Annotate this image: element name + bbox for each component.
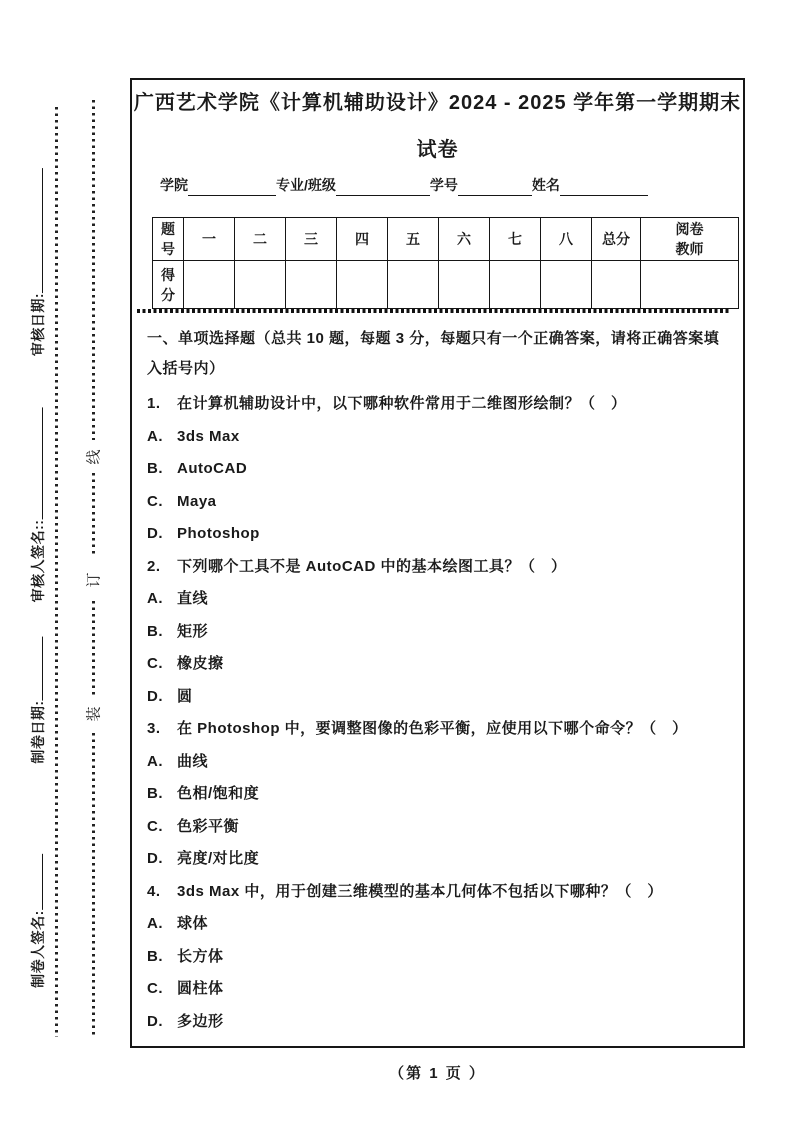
option-label: A. (147, 427, 163, 445)
exam-content-box (130, 78, 745, 1048)
option-label: D. (147, 1012, 163, 1030)
question-3-number: 3. (147, 720, 161, 737)
score-cell-total (592, 261, 641, 309)
score-cell-grader (641, 261, 739, 309)
col-header-5: 五 (388, 218, 439, 261)
option-label: A. (147, 915, 163, 932)
grader-header: 阅卷教师 (641, 218, 739, 261)
option-label: C. (147, 655, 163, 672)
question-4-option-c (147, 973, 739, 1006)
review-date-label: 审核日期: (30, 292, 46, 357)
option-text: 圆 (177, 687, 193, 705)
question-4-number: 4. (147, 882, 161, 900)
question-1-option-c (147, 486, 739, 519)
question-2-option-d (147, 681, 739, 714)
option-label: B. (147, 947, 163, 965)
option-text: 色彩平衡 (177, 817, 240, 835)
option-text: 3ds Max (177, 427, 240, 445)
option-text: Maya (177, 492, 217, 510)
option-label: C. (147, 817, 163, 835)
question-2-number: 2. (147, 557, 161, 575)
question-2-option-b (147, 616, 739, 649)
score-cell-3 (286, 261, 337, 309)
option-label: B. (147, 460, 163, 477)
maker-signature-blank (29, 854, 43, 910)
col-header-1: 一 (184, 218, 235, 261)
question-3-text: 在 Photoshop 中，要调整图像的色彩平衡，应使用以下哪个命令？（ ） (177, 720, 688, 737)
question-4 (147, 876, 739, 909)
question-1-option-a (147, 421, 739, 454)
question-2-option-c (147, 648, 739, 681)
col-header-3: 三 (286, 218, 337, 261)
option-text: 球体 (177, 915, 209, 932)
binding-dotted-line-inner-seg1 (92, 100, 95, 440)
binding-dotted-line-inner-seg4 (92, 733, 95, 1037)
binding-line-char-zhuang: 装 (85, 706, 103, 722)
question-1-option-b (147, 453, 739, 486)
binding-dotted-line-inner-seg3 (92, 601, 95, 696)
student-id-label: 学号 (429, 177, 458, 193)
college-blank (188, 178, 276, 196)
page-number: （第 1 页 ） (389, 1065, 486, 1082)
option-label: A. (147, 590, 163, 607)
col-header-4: 四 (337, 218, 388, 261)
student-info-row (160, 174, 648, 196)
option-label: D. (147, 850, 163, 867)
question-3-option-c (147, 811, 739, 844)
question-3 (147, 713, 739, 746)
reviewer-signature-blank (29, 408, 43, 520)
option-text: 亮度/对比度 (177, 850, 260, 867)
question-2-option-a (147, 583, 739, 616)
option-text: 多边形 (177, 1012, 224, 1030)
option-text: 圆柱体 (177, 980, 224, 997)
option-label: B. (147, 622, 163, 640)
margin-label-maker-date (28, 636, 48, 763)
score-cell-4 (337, 261, 388, 309)
margin-label-maker-signature (28, 854, 48, 988)
questions-area (147, 324, 739, 1038)
question-3-option-d (147, 843, 739, 876)
college-label: 学院 (160, 177, 188, 193)
option-label: C. (147, 492, 163, 510)
col-header-6: 六 (439, 218, 490, 261)
score-cell-8 (541, 261, 592, 309)
name-blank (560, 178, 648, 196)
binding-dotted-line-inner-seg2 (92, 473, 95, 557)
option-text: 橡皮擦 (177, 655, 224, 672)
name-label: 姓名 (531, 177, 560, 193)
option-text: 曲线 (177, 752, 209, 770)
perforation-dotted-line (137, 309, 729, 313)
col-header-8: 八 (541, 218, 592, 261)
question-1-text: 在计算机辅助设计中，以下哪种软件常用于二维图形绘制？（ ） (177, 395, 627, 412)
option-label: C. (147, 980, 163, 997)
score-table-header-row (153, 218, 739, 261)
reviewer-signature-label: 审核人签名:: (30, 519, 46, 603)
score-row-header: 得分 (153, 261, 184, 309)
option-text: AutoCAD (177, 460, 248, 477)
option-label: D. (147, 687, 163, 705)
binding-dotted-line-outer (55, 107, 58, 1037)
exam-title-line1: 广西艺术学院《计算机辅助设计》2024 - 2025 学年第一学期期末 (133, 92, 742, 114)
option-text: 色相/饱和度 (177, 785, 260, 802)
score-row (153, 261, 739, 309)
option-text: 直线 (177, 590, 209, 607)
col-header-2: 二 (235, 218, 286, 261)
exam-title-line2: 试卷 (416, 139, 459, 161)
maker-date-blank (29, 636, 43, 700)
score-cell-5 (388, 261, 439, 309)
score-cell-7 (490, 261, 541, 309)
question-3-option-b (147, 778, 739, 811)
option-text: 长方体 (177, 947, 224, 965)
major-class-blank (336, 178, 430, 196)
question-4-option-d (147, 1006, 739, 1039)
question-1 (147, 388, 739, 421)
total-score-header: 总分 (592, 218, 641, 261)
binding-line-char-ding: 订 (85, 572, 103, 588)
option-label: A. (147, 752, 163, 770)
review-date-blank (29, 168, 43, 293)
maker-signature-label: 制卷人签名: (30, 910, 46, 988)
student-id-blank (458, 178, 532, 196)
score-cell-1 (184, 261, 235, 309)
question-1-option-d (147, 518, 739, 551)
question-1-number: 1. (147, 395, 161, 412)
question-4-option-b (147, 941, 739, 974)
option-label: D. (147, 525, 163, 542)
margin-label-review-date (28, 168, 48, 356)
option-text: Photoshop (177, 525, 260, 542)
score-table (152, 217, 739, 309)
score-cell-2 (235, 261, 286, 309)
question-4-text: 3ds Max 中，用于创建三维模型的基本几何体不包括以下哪种？（ ） (177, 882, 663, 900)
question-3-option-a (147, 746, 739, 779)
margin-label-reviewer-signature (28, 408, 48, 603)
major-class-label: 专业/班级 (276, 177, 336, 193)
score-cell-6 (439, 261, 490, 309)
question-2 (147, 551, 739, 584)
option-text: 矩形 (177, 622, 209, 640)
question-4-option-a (147, 908, 739, 941)
question-number-header: 题号 (153, 218, 184, 261)
option-label: B. (147, 785, 163, 802)
col-header-7: 七 (490, 218, 541, 261)
binding-line-char-xian: 线 (85, 449, 103, 465)
maker-date-label: 制卷日期: (30, 700, 46, 764)
section-one-heading: 一、单项选择题（总共 10 题，每题 3 分，每题只有一个正确答案，请将正确答案填入括号内） (147, 330, 720, 377)
question-2-text: 下列哪个工具不是 AutoCAD 中的基本绘图工具？（ ） (177, 557, 567, 575)
